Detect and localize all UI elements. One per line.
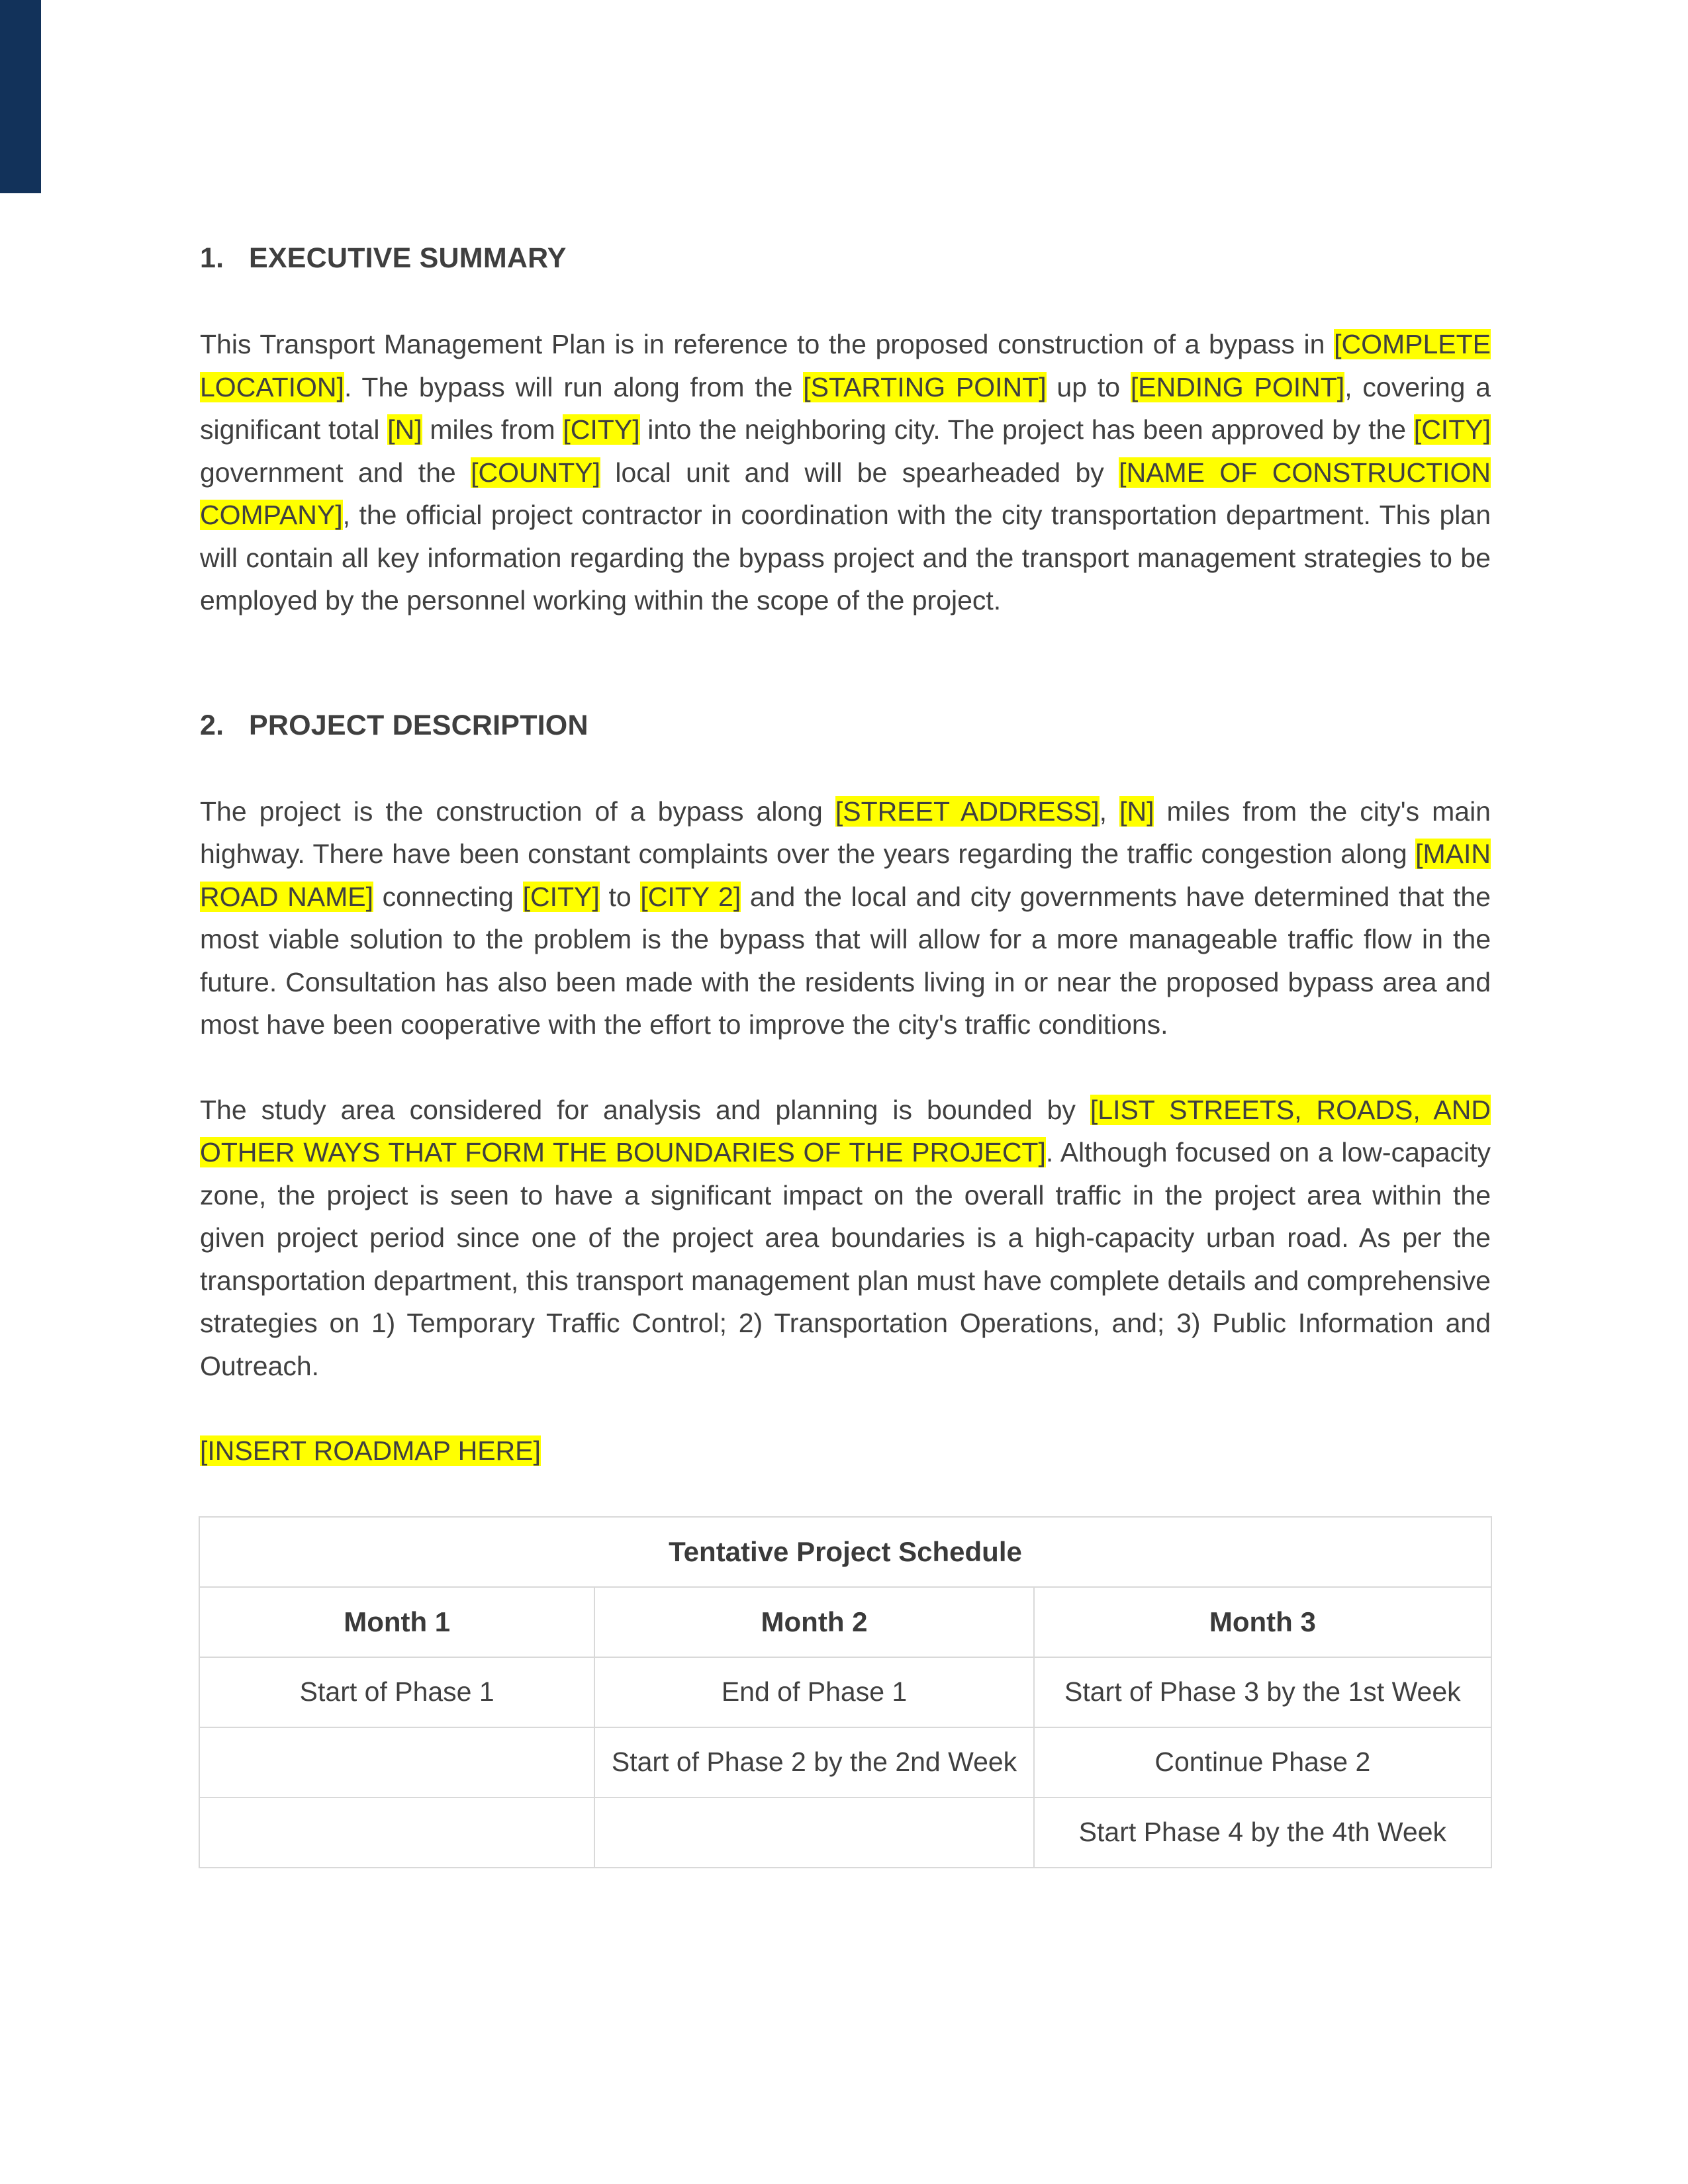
table-cell <box>594 1797 1033 1868</box>
paragraph-text: into the neighboring city. The project has been approved by the <box>639 414 1414 445</box>
paragraph-text: , the official project contractor in coordination with the city transportation department. This plan will contain all key information regarding the bypass project and the transport management strategies to be employed by the personnel working within the scope of the project. <box>200 500 1491 615</box>
highlighted-placeholder: [CITY] <box>1413 414 1491 445</box>
highlighted-placeholder: [COMPLETE LOCATION] <box>200 329 1491 402</box>
paragraph-text: . Although focused on a low-capacity zone, the project is seen to have a significant impact on the overall traffic in the project area within the given project period since one of the project area boundaries is a high-capacity urban road. As per the transportation department, this transport management plan must have complete details and comprehensive strategies on 1) Temporary Traffic Control; 2) Transportation Operations, and; 3) Public Information and Outreach. <box>200 1137 1491 1381</box>
section-number: 1. <box>200 242 224 274</box>
paragraph-text: connecting <box>373 881 523 912</box>
column-header: Month 2 <box>594 1587 1033 1657</box>
highlighted-placeholder: [NAME OF CONSTRUCTION COMPANY] <box>200 457 1491 530</box>
paragraph-text: and the local and city governments have determined that the most viable solution to the problem is the bypass that will allow for a more manageable traffic flow in the future. Consultation has also been made with the residents living in or near the proposed bypass area and most have been cooperative with the effort to improve the city's traffic conditions. <box>200 881 1491 1040</box>
paragraph-text: , <box>1099 796 1120 827</box>
highlighted-placeholder: [N] <box>387 414 422 445</box>
paragraph-text: , covering a significant total <box>200 371 1491 445</box>
executive-summary-paragraph <box>200 323 1491 622</box>
paragraph-text: The project is the construction of a bypass along <box>200 796 835 827</box>
table-cell <box>199 1727 594 1797</box>
table-row <box>199 1727 1491 1797</box>
section-heading-executive-summary <box>200 238 1491 278</box>
paragraph-text: . The bypass will run along from the <box>344 371 804 402</box>
document-body <box>200 238 1491 1868</box>
paragraph-text: government and the <box>200 457 471 488</box>
highlighted-placeholder: [CITY] <box>563 414 640 445</box>
project-schedule-table <box>199 1516 1492 1868</box>
section-number: 2. <box>200 709 224 741</box>
table-row <box>199 1797 1491 1868</box>
section-title: EXECUTIVE SUMMARY <box>249 242 567 274</box>
table-cell: Start of Phase 3 by the 1st Week <box>1034 1657 1491 1727</box>
table-header-row <box>199 1587 1491 1657</box>
highlighted-placeholder: [COUNTY] <box>471 457 600 488</box>
table-title: Tentative Project Schedule <box>199 1517 1491 1587</box>
header-accent-bar <box>0 0 41 193</box>
paragraph-text: up to <box>1046 371 1131 402</box>
highlighted-placeholder: [INSERT ROADMAP HERE] <box>200 1435 541 1466</box>
project-description-paragraph <box>200 790 1491 1046</box>
table-cell: Start of Phase 2 by the 2nd Week <box>594 1727 1033 1797</box>
table-cell: Continue Phase 2 <box>1034 1727 1491 1797</box>
column-header: Month 3 <box>1034 1587 1491 1657</box>
highlighted-placeholder: [CITY] <box>522 881 600 912</box>
paragraph-text: miles from the city's main highway. There have been constant complaints over the years regarding the traffic congestion along <box>200 796 1491 869</box>
highlighted-placeholder: [CITY 2] <box>640 881 741 912</box>
paragraph-text: The study area considered for analysis and planning is bounded by <box>200 1094 1090 1125</box>
highlighted-placeholder: [STREET ADDRESS] <box>835 796 1100 827</box>
table-row <box>199 1657 1491 1727</box>
highlighted-placeholder: [LIST STREETS, ROADS, AND OTHER WAYS THAT FORM THE BOUNDARIES OF THE PROJECT] <box>200 1094 1491 1167</box>
highlighted-placeholder: [MAIN ROAD NAME] <box>200 839 1491 912</box>
study-area-paragraph <box>200 1089 1491 1388</box>
table-cell: Start of Phase 1 <box>199 1657 594 1727</box>
roadmap-placeholder <box>200 1430 1491 1473</box>
table-cell <box>199 1797 594 1868</box>
paragraph-text: local unit and will be spearheaded by <box>600 457 1119 488</box>
paragraph-text: miles from <box>422 414 563 445</box>
column-header: Month 1 <box>199 1587 594 1657</box>
highlighted-placeholder: [ENDING POINT] <box>1130 371 1345 402</box>
highlighted-placeholder: [STARTING POINT] <box>803 371 1047 402</box>
table-title-row <box>199 1517 1491 1587</box>
paragraph-text: This Transport Management Plan is in reference to the proposed construction of a bypass in <box>200 329 1335 359</box>
table-cell: End of Phase 1 <box>594 1657 1033 1727</box>
paragraph-text: to <box>599 881 641 912</box>
section-heading-project-description <box>200 705 1491 745</box>
highlighted-placeholder: [N] <box>1119 796 1154 827</box>
table-cell: Start Phase 4 by the 4th Week <box>1034 1797 1491 1868</box>
section-title: PROJECT DESCRIPTION <box>249 709 588 741</box>
